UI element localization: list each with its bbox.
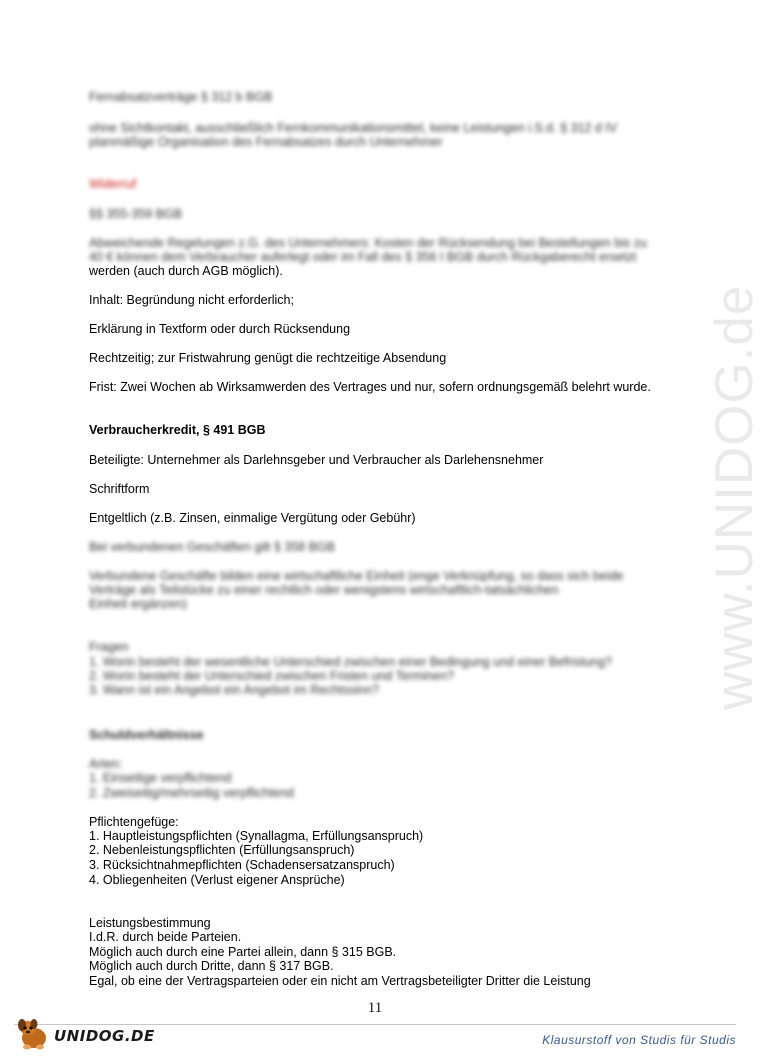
text-line-l22: 1. Worin besteht der wesentliche Unterschied zwischen einer Bedingung und einer Befristung?: [89, 655, 612, 669]
logo-wordmark: UNIDOG.DE: [54, 1027, 155, 1045]
text-line-l13: Verbraucherkredit, § 491 BGB: [89, 423, 266, 437]
text-line-l27: 1. Einseitige verpflichtend: [89, 771, 232, 785]
text-line-l19: Verträge als Teilstücke zu einer rechtlich oder wenigstens wirtschaftlich-tatsächlichen: [89, 583, 559, 597]
text-line-l09: Inhalt: Begründung nicht erforderlich;: [89, 293, 294, 307]
text-line-l16: Entgeltlich (z.B. Zinsen, einmalige Vergütung oder Gebühr): [89, 511, 416, 525]
text-line-l11: Rechtzeitig; zur Fristwahrung genügt die rechtzeitige Absendung: [89, 351, 447, 365]
text-line-l06: Abweichende Regelungen z.G. des Unternehmers: Kosten der Rücksendung bei Bestellungen bis zu: [89, 236, 647, 250]
text-line-l20: Einheit ergänzen): [89, 597, 187, 611]
text-line-l38: Egal, ob eine der Vertragsparteien oder ein nicht am Vertragsbeteiligter Dritter die Leistung: [89, 974, 591, 988]
text-line-l02: ohne Sichtkontakt, ausschließlich Fernkommunikationsmittel, keine Leistungen i.S.d. § 312 d IV: [89, 121, 618, 135]
text-line-l03: planmäßige Organisation des Fernabsatzes durch Unternehmer: [89, 135, 443, 149]
text-line-l24: 3. Wann ist ein Angebot ein Angebot im Rechtssinn?: [89, 683, 379, 697]
text-line-l01: Fernabsatzverträge § 312 b BGB: [89, 90, 273, 104]
text-line-l15: Schriftform: [89, 482, 150, 496]
text-line-l25: Schuldverhältnisse: [89, 728, 204, 742]
text-line-l08: werden (auch durch AGB möglich).: [89, 264, 283, 278]
text-line-l05: §§ 355-359 BGB: [89, 207, 183, 221]
text-line-l07: 40 € können dem Verbraucher auferlegt oder im Fall des § 356 I BGB durch Rückgaberecht ersetzt: [89, 250, 637, 264]
unidog-logo[interactable]: [14, 1016, 164, 1052]
text-line-l31: 2. Nebenleistungspflichten (Erfüllungsanspruch): [89, 843, 355, 857]
text-line-l17: Bei verbundenen Geschäften gilt § 358 BGB: [89, 540, 335, 554]
text-line-l32: 3. Rücksichtnahmepflichten (Schadensersatzanspruch): [89, 858, 395, 872]
text-line-l12: Frist: Zwei Wochen ab Wirksamwerden des Vertrages und nur, sofern ordnungsgemäß belehrt wurde.: [89, 380, 651, 394]
text-line-l33: 4. Obliegenheiten (Verlust eigener Ansprüche): [89, 873, 345, 887]
watermark: www.UNIDOG.de: [705, 284, 764, 710]
text-line-l36: Möglich auch durch eine Partei allein, dann § 315 BGB.: [89, 945, 397, 959]
text-line-l29: Pflichtengefüge:: [89, 815, 179, 829]
text-line-l30: 1. Hauptleistungspflichten (Synallagma, Erfüllungsanspruch): [89, 829, 424, 843]
text-line-l28: 2. Zweiseitig/mehrseitig verpflichtend: [89, 786, 294, 800]
text-line-l23: 2. Worin besteht der Unterschied zwischen Fristen und Terminen?: [89, 669, 454, 683]
text-line-l35: I.d.R. durch beide Parteien.: [89, 930, 242, 944]
page-number: 11: [367, 1000, 383, 1016]
text-line-l10: Erklärung in Textform oder durch Rücksendung: [89, 322, 351, 336]
text-line-l26: Arten:: [89, 757, 123, 771]
text-line-l14: Beteiligte: Unternehmer als Darlehnsgeber und Verbraucher als Darlehensnehmer: [89, 453, 544, 467]
text-line-l04: Widerruf: [89, 177, 137, 191]
text-line-l37: Möglich auch durch Dritte, dann § 317 BGB.: [89, 959, 334, 973]
text-line-l34: Leistungsbestimmung: [89, 916, 211, 930]
text-line-l18: Verbundene Geschäfte bilden eine wirtschaftliche Einheit (enge Verknüpfung, so dass sich beide: [89, 569, 624, 583]
footer-tagline: Klausurstoff von Studis für Studis: [542, 1033, 736, 1047]
dog-mascot-icon: [14, 1016, 54, 1052]
text-line-l21: Fragen: [89, 640, 129, 654]
